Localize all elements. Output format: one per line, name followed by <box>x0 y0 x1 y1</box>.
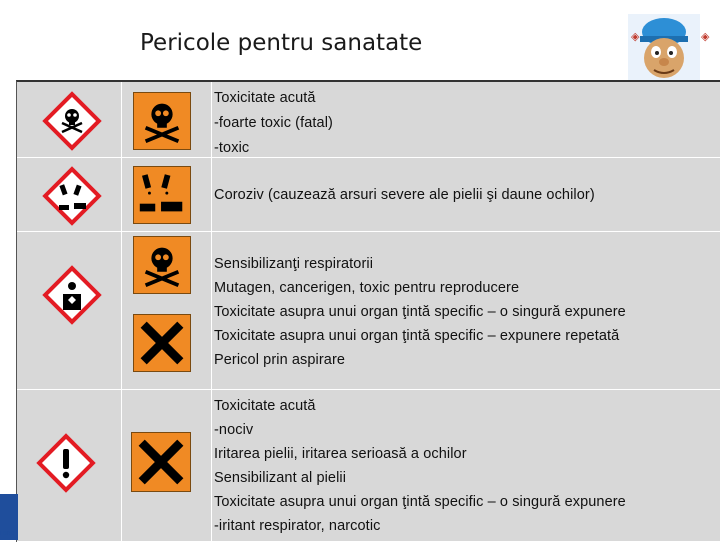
hazard-text-line: Toxicitate asupra unui organ ţintă specific – expunere repetată <box>214 328 620 344</box>
table-row <box>17 232 720 390</box>
table-row <box>17 82 720 158</box>
mascot-avatar-icon <box>628 14 700 82</box>
small-hazard-diamond-icon: ◈ <box>631 31 640 43</box>
ghs-corrosion-icon <box>41 165 103 227</box>
hazard-text-line: -iritant respirator, narcotic <box>214 518 381 534</box>
ghs-skull-crossbones-icon <box>41 90 103 152</box>
small-hazard-diamond-icon: ◈ <box>701 31 710 43</box>
hazard-text-line: -foarte toxic (fatal) <box>214 115 333 131</box>
hazard-text-line: Toxicitate acută <box>214 90 316 106</box>
table-row <box>17 390 720 542</box>
eu-logo-text: EURO <box>0 531 15 537</box>
hazard-text-line: Sensibilizant al pielii <box>214 470 347 486</box>
hazard-text-line: -nociv <box>214 422 254 438</box>
hazard-text-line: Mutagen, cancerigen, toxic pentru reproducere <box>214 280 520 296</box>
orange-corrosion-icon <box>133 166 191 224</box>
hazard-text-line: Coroziv (cauzează arsuri severe ale pielii şi daune ochilor) <box>214 187 595 203</box>
hazard-text-line: Toxicitate asupra unui organ ţintă specific – o singură expunere <box>214 304 626 320</box>
hazard-text-line: Iritarea pielii, iritarea serioasă a ochilor <box>214 446 467 462</box>
hazard-text-line: Pericol prin aspirare <box>214 352 346 368</box>
orange-skull-crossbones-icon <box>133 92 191 150</box>
ghs-exclamation-mark-icon <box>35 432 97 494</box>
orange-x-cross-icon <box>131 432 191 492</box>
hazard-table <box>16 80 720 542</box>
table-row <box>17 158 720 232</box>
orange-skull-crossbones-icon <box>133 236 191 294</box>
hazard-text-line: Toxicitate asupra unui organ ţintă specific – o singură expunere <box>214 494 626 510</box>
ghs-health-hazard-icon <box>41 264 103 326</box>
hazard-text-line: Sensibilizanţi respiratorii <box>214 256 374 272</box>
orange-x-cross-icon <box>133 314 191 372</box>
hazard-text-line: Toxicitate acută <box>214 398 316 414</box>
slide-title: Pericole pentru sanatate <box>140 30 423 56</box>
hazard-text-line: -toxic <box>214 140 250 156</box>
